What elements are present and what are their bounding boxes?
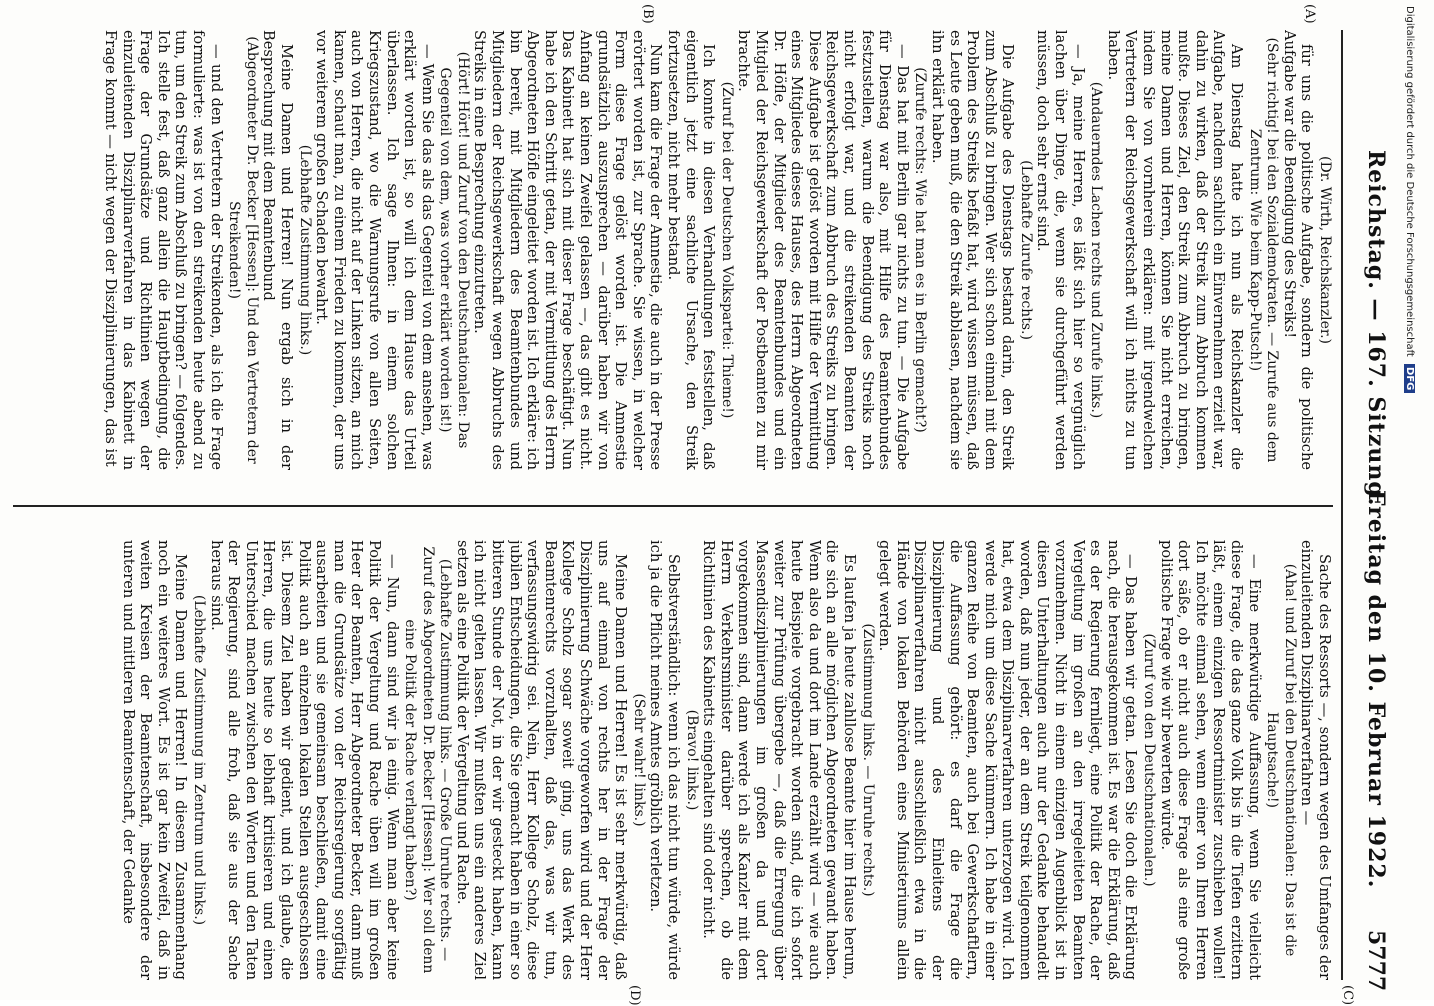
interjection: (Abgeordneter Dr. Becker [Hessen]: Und den Vertretern der Streikenden!) xyxy=(226,36,260,464)
paragraph: — Das hat mit Berlin gar nichts zu tun. — Die Aufgabe für Dienstag war also, mit Hilfe des Beamtenbundes festzustellen, warum die Beendigung des Streiks noch nicht erfolgt war, und die streikenden Beamten der Reichsgewerkschaft zum Abbruch des Streiks zu bringen. Diese Aufgabe ist gelöst worden mit Hilfe der Vermittlung eines Mitgliedes dieses Hauses, des Herrn Abgeordneten Dr. Höfle, der Mitglieder des Beamtenbundes und ein Mitglied der Reichsgewerkschaft der Postbeamten zu mir brachte. xyxy=(735,30,911,470)
paragraph: Meine Damen und Herren! Nun ergab sich in der Besprechung mit dem Beamtenbund xyxy=(260,30,295,470)
interjection: (Zuruf von den Deutschnationalen.) xyxy=(1141,633,1158,887)
page-number: 5777 xyxy=(1363,930,1389,992)
paragraph: — Ja, meine Herren, es läßt sich hier so vergnüglich lachen über Dinge, die, wenn sie durchgeführt werden müssen, doch sehr ernst sind. xyxy=(1034,30,1087,470)
interjection: (Lebhafte Zurufe rechts.) xyxy=(1017,160,1034,340)
interjection: (Andauerndes Lachen rechts und Zurufe links.) xyxy=(1088,81,1105,419)
interjection: (Dr. Wirth, Reichskanzler.) xyxy=(1317,156,1333,344)
left-column xyxy=(13,30,1333,470)
paragraph: Ich konnte in diesen Verhandlungen feststellen, daß eigentlich jetzt eine sachliche Ursache, den Streik fortzusetzen, nicht mehr bestand. xyxy=(665,30,718,470)
interjection: (Zuruf bei der Deutschen Volkspartei: Thieme!) xyxy=(718,81,735,419)
rotated-page-content xyxy=(7,0,1407,1006)
paragraph: Nun kam die Frage der Amnestie, die auch in der Presse erörtert worden ist, zur Sprache. Sie wissen, in welcher Form diese Frage gelöst worden ist. Die Amnestie grundsätzlich auszusprechen — darüber haben wir von Anfang an keinen Zweifel gelassen —, das gibt es nicht. Das Kabinett hat sich mit dieser Frage beschäftigt. Nun habe ich den Schritt getan, der mit Vermittlung des Herrn Abgeordneten Höfle eingeleitet worden ist. Ich erkläre: ich bin bereit, mit Mitgliedern des Beamtenbundes und Mitgliedern der Reichsgewerkschaft wegen Abbruchs des Streiks in eine Besprechung einzutreten. xyxy=(471,30,665,470)
paragraph: Die Aufgabe des Dienstags bestand darin, den Streik zum Abschluß zu bringen. Wer sich schon einmal mit dem Problem des Streiks befaßt hat, wird wissen müssen, daß es Leute geben muß, die den Streik abblasen, nachdem sie ihn erklärt haben. xyxy=(928,30,1017,470)
paragraph: Am Dienstag hatte ich nun als Reichskanzler die Aufgabe, nachdem sachlich ein Einvernehmen erzielt war, dahin zu wirken, daß der Streik zum Abbruch kommen mußte. Dieses Ziel, den Streik zum Abbruch zu bringen, meine Damen und Herren, können Sie nicht erreichen, indem Sie von vornherein erklären: mit irgendwelchen Vertretern der Reichsgewerkschaft will ich nichts zu tun haben. xyxy=(1104,30,1246,470)
interjection: (Zustimmung links. — Unruhe rechts.) xyxy=(859,623,876,897)
interjection: (Bravo! links.) xyxy=(683,709,700,811)
margin-mark-b: (B) xyxy=(640,4,655,24)
interjection: (Sehr richtig! bei den Sozialdemokraten. — Zurufe aus dem Zentrum: Wie beim Kapp-Putsch!) xyxy=(1246,37,1281,463)
interjection: (Lebhafte Zustimmung links.) xyxy=(296,144,313,356)
running-header xyxy=(1349,0,1389,1000)
interjection: (Zurufe rechts: Wie hat man es in Berlin gemacht?) xyxy=(912,67,929,433)
right-column xyxy=(13,540,1333,980)
interjection: (Hört! Hört! und Zuruf von den Deutschnationalen: Das Gegenteil von dem, was vorher erklärt worden ist!) xyxy=(437,51,471,449)
digitization-text: Digitalisierung gefördert durch die Deutsche Forschungsgemeinschaft xyxy=(1404,6,1415,357)
paragraph: Selbstverständlich: wenn ich das nicht tun würde, würde ich ja die Pflicht meines Amtes gröblich verletzen. xyxy=(647,540,683,980)
paragraph: — Nun, dann sind wir ja einig. Wenn man aber keine Politik der Vergeltung und Rache üben will im großen Heer der Beamten, Herr Abgeordneter Becker, dann muß man die Grundsätze von der Reichsregierung sorgfältig ausarbeiten und sie gemeinsam beschließen, damit eine Politik auch an einzelnen lokalen Stellen ausgeschlossen ist. Diesem Ziel haben wir gedient, und ich glaube, die Herren, die uns heute so lebhaft kritisieren und einen Unterschied machen zwischen den Worten und den Taten der Regierung, sind alle froh, daß sie aus der Sache heraus sind. xyxy=(207,540,401,980)
interjection: (Aha! und Zuruf bei den Deutschnationalen: Das ist die Hauptsache!) xyxy=(1264,563,1298,957)
paragraph: — Wenn Sie das als das Gegenteil von dem ansehen, was erklärt worden ist, so will ich dem Hause das Urteil überlassen. Ich sage Ihnen: in einem solchen Kriegszustand, wo die Warnungsrufe von allen Seiten, auch von Herren, die nicht auf der Linken sitzen, an mich kamen, schaut man, zu einem Frieden zu kommen, der uns vor weiterem großen Schaden bewahrt. xyxy=(313,30,436,470)
margin-mark-d: (D) xyxy=(627,985,642,1006)
header-left: Reichstag. — 167. Sitzung. xyxy=(1363,150,1389,507)
margin-mark-a: (A) xyxy=(1302,4,1317,24)
header-rule xyxy=(1341,30,1343,980)
paragraph: Meine Damen und Herren! Es ist sehr merkwürdig, daß uns auf einmal von rechts her in der Frage der Disziplinierung Schwäche vorgeworfen wird und der Herr Kollege Scholz sogar soweit ging, uns das Werk des Beamtenrechts vorzuhalten, daß das, was wir tun, verfassungswidrig sei. Nein, Herr Kollege Scholz, diese jubilen Entscheidungen, die Sie gemacht haben in einer so bitteren Stunde der Not, in der wir gesteckt haben, kann ich nicht gelten lassen. Wir mußten uns ein anderes Ziel setzen als eine Politik der Vergeltung und Rache. xyxy=(453,540,630,980)
paragraph: — Eine merkwürdige Auffassung, wenn Sie vielleicht diese Frage, die das ganze Volk bis in die Tiefen erzittern läßt, einem einzigen Ressortminister zuschieben wollen! Ich möchte einmal sehen, wenn einer von Ihren Herren dort säße, ob er nicht auch diese Frage als eine große politische Frage wie wir bewerten würde. xyxy=(1157,540,1263,980)
margin-mark-c: (C) xyxy=(1340,985,1355,1006)
column-divider xyxy=(13,505,1333,507)
paragraph: — und den Vertretern der Streikenden, als ich die Frage formulierte: was ist von den streikenden heute abend zu tun, um den Streik zum Abschluß zu bringen? — folgendes. Ich stelle fest, daß ganz allein die Hauptbedingung, die Frage der Grundsätze und Richtlinien wegen der einzuleitenden Disziplinarverfahren in das Kabinett in Frage kommt — nicht wegen der Disziplinierungen, das ist xyxy=(102,30,225,470)
paragraph: für uns die politische Aufgabe, sondern die politische Aufgabe war die Beendigung des Streiks! xyxy=(1280,30,1316,470)
paragraph: Es laufen ja heute zahllose Beamte hier im Hause herum, die sich an alle möglichen Abgeordneten gewandt haben. Wenn also da und dort im Lande erzählt wird — wie auch heute Beispiele vorgebracht worden sind, die ich sofort weiter zur Prüfung übergebe —, daß die Erregung über Massendisziplinierungen im großen da und dort vorgekommen sind, dann werde ich als Kanzler mit dem Herrn Verkehrsminister darüber sprechen, ob die Richtlinien des Kabinetts eingehalten sind oder nicht. xyxy=(700,540,858,980)
paragraph: Sache des Ressorts —, sondern wegen des Umfanges der einzuleitenden Disziplinarverfahren — xyxy=(1298,540,1333,980)
interjection: (Lebhafte Zustimmung im Zentrum und links.) xyxy=(191,594,207,926)
digitization-note xyxy=(1404,6,1415,1006)
interjection: (Sehr wahr! links.) xyxy=(630,693,647,827)
paragraph: — Das haben wir getan. Lesen Sie doch die Erklärung nach, die herausgekommen ist. Es war die Erklärung, daß es der Regierung fernliegt, eine Politik der Rache, der Vergeltung im großen an den irregeleiteten Beamten vorzunehmen. Nicht in einem einzigen Augenblick ist in diesen Unterhaltungen auch nur der Gedanke behandelt worden, daß nun jeder, der an dem Streik teilgenommen hat, etwa dem Disziplinarverfahren unterzogen wird. Ich werde mich um diese Sache kümmern. Ich habe in einer ganzen Reihe von Beamten, auch bei Gewerkschaftlern, die Auffassung gehört: es darf die Frage die Disziplinierung und des Einleitens der Disziplinarverfahren nicht ausschließlich etwa in die Hände von lokalen Behörden eines Ministeriums allein gelegt werden. xyxy=(876,540,1140,980)
interjection: (Lebhafte Zustimmung links. — Große Unruhe rechts. — Zuruf des Abgeordneten Dr. Becker [Hessen]: Wer soll denn eine Politik der Rache verlangt haben?) xyxy=(402,546,454,974)
header-right: Freitag den 10. Februar 1922. xyxy=(1363,490,1389,889)
dfg-logo: DFG xyxy=(1404,364,1415,393)
paragraph: Meine Damen und Herren! In diesem Zusammenhang noch ein weiteres Wort. Es ist gar kein Zweifel, daß in weiten Kreisen der Beamtenschaft, insbesondere der unteren und mittleren Beamtenschaft, der Gedanke xyxy=(119,540,190,980)
